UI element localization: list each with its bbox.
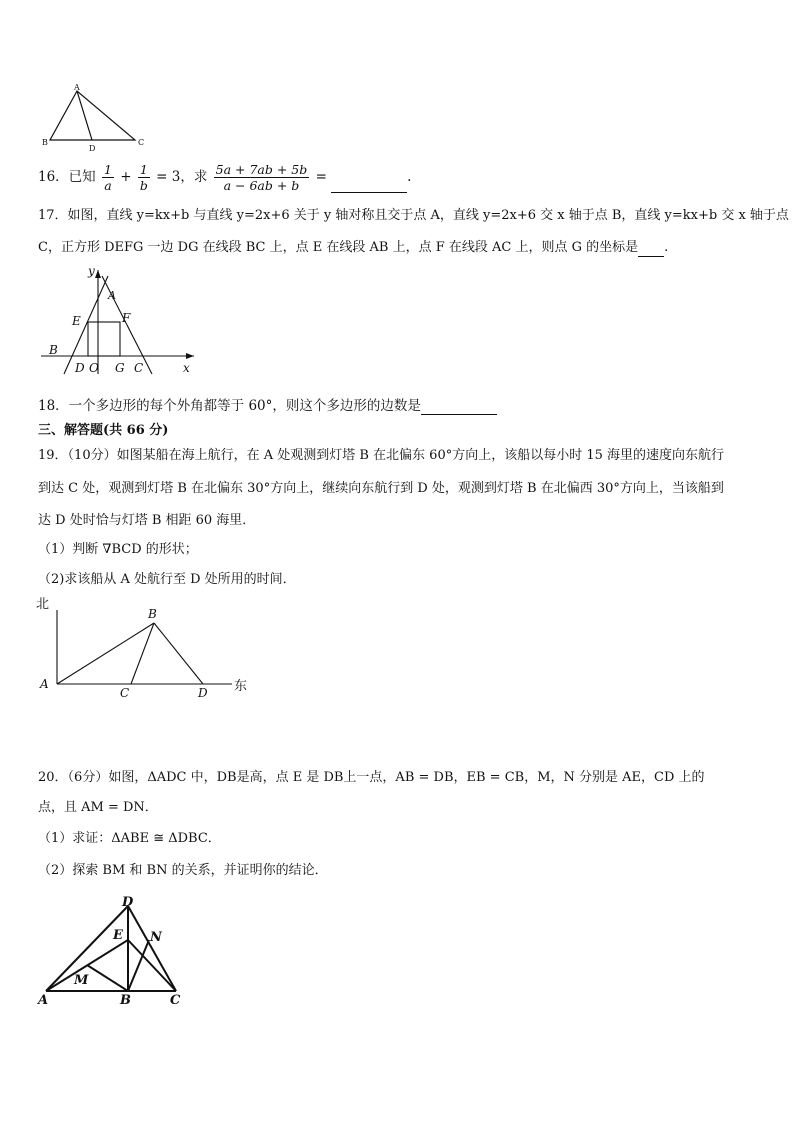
fig17-label-D: D [75, 361, 85, 375]
fig17-label-E: E [72, 314, 81, 328]
question-16 [38, 162, 411, 193]
q17-line-1: 17．如图，直线 y=kx+b 与直线 y=2x+6 关于 y 轴对称且交于点 A，直线 y=2x+6 交 x 轴于点 B，直线 y=kx+b 交 x 轴于点 [38, 208, 789, 223]
fig19-label-north: 北 [36, 597, 50, 612]
q19-line-3: 达 D 处时恰与灯塔 B 相距 60 海里． [38, 513, 256, 528]
fig17-coordinate-figure [36, 262, 206, 378]
fig17-label-G: G [115, 361, 125, 375]
q16-equals: = [315, 169, 327, 185]
fig15-label-C: C [138, 138, 145, 147]
q17-answer-blank[interactable] [638, 242, 664, 257]
fig20-label-M: M [74, 973, 89, 988]
fig19-label-D: D [198, 686, 208, 700]
q19-line-2: 到达 C 处，观测到灯塔 B 在北偏东 30°方向上，继续向东航行到 D 处，观测到灯塔 B 在北偏西 30°方向上，当该船到 [38, 481, 724, 496]
fig20-label-C: C [170, 993, 181, 1008]
q17-line-2: C，正方形 DEFG 一边 DG 在线段 BC 上，点 E 在线段 AB 上，点 F 在线段 AC 上，则点 G 的坐标是 . [38, 240, 669, 255]
q18-answer-blank[interactable] [421, 400, 497, 415]
fig17-label-F: F [122, 311, 131, 325]
fig19-navigation-figure [34, 594, 254, 700]
q16-frac-3: $\frac{5a + 7ab + 5b}{a - 6ab + b}$ [215, 162, 308, 193]
fig20-label-E: E [113, 928, 123, 943]
fig20-label-A: A [38, 993, 49, 1008]
q20-line-2: 点，且 AM = DN． [38, 800, 158, 815]
section-3-title: 三、解答题(共 66 分) [38, 423, 169, 438]
q16-period: . [407, 169, 412, 185]
fig17-label-O: O [89, 361, 99, 375]
fig17-label-x: x [183, 361, 190, 375]
fig15-label-A: A [74, 83, 80, 92]
fig20-label-D: D [122, 895, 134, 910]
question-18: 18．一个多边形的每个外角都等于 60°，则这个多边形的边数是 [38, 397, 497, 415]
q16-frac-2: $\frac{1}{b}$ [139, 162, 148, 193]
fig20-label-N: N [150, 930, 162, 945]
fig19-label-east: 东 [234, 679, 248, 694]
fig15-label-B: B [42, 138, 48, 147]
q16-frac-1: $\frac{1}{a}$ [103, 162, 112, 193]
q16-condition: = 3，求 [156, 169, 208, 185]
q19-part-2: （2)求该船从 A 处航行至 D 处所用的时间． [38, 572, 296, 587]
fig19-label-B: B [148, 607, 157, 621]
q19-part-1: （1）判断 ∇BCD 的形状； [38, 542, 198, 557]
fig20-triangle-figure [36, 892, 196, 1010]
fig15-triangle [40, 85, 150, 155]
q19-line-1: 19．（10分）如图某船在海上航行，在 A 处观测到灯塔 B 在北偏东 60°方向上，该船以每小时 15 海里的速度向东航行 [38, 448, 725, 463]
fig19-label-A: A [40, 677, 49, 691]
q20-part-2: （2）探索 BM 和 BN 的关系，并证明你的结论． [38, 863, 328, 878]
q20-line-1: 20．（6分）如图，ΔADC 中，DB是高，点 E 是 DB上一点，AB = DB，EB = CB，M，N 分别是 AE，CD 上的 [38, 770, 705, 785]
fig19-label-C: C [120, 686, 130, 700]
q16-plus: + [120, 169, 132, 185]
fig15-label-D: D [89, 144, 96, 153]
fig17-label-B: B [49, 343, 58, 357]
fig17-label-y: y [88, 264, 95, 278]
q16-number: 16．已知 [38, 169, 96, 185]
q20-part-1: （1）求证：ΔABE ≅ ΔDBC． [38, 831, 221, 846]
fig17-label-C: C [134, 361, 144, 375]
fig20-label-B: B [120, 993, 131, 1008]
fig17-label-A: A [108, 289, 116, 302]
q16-answer-blank[interactable] [331, 178, 407, 193]
